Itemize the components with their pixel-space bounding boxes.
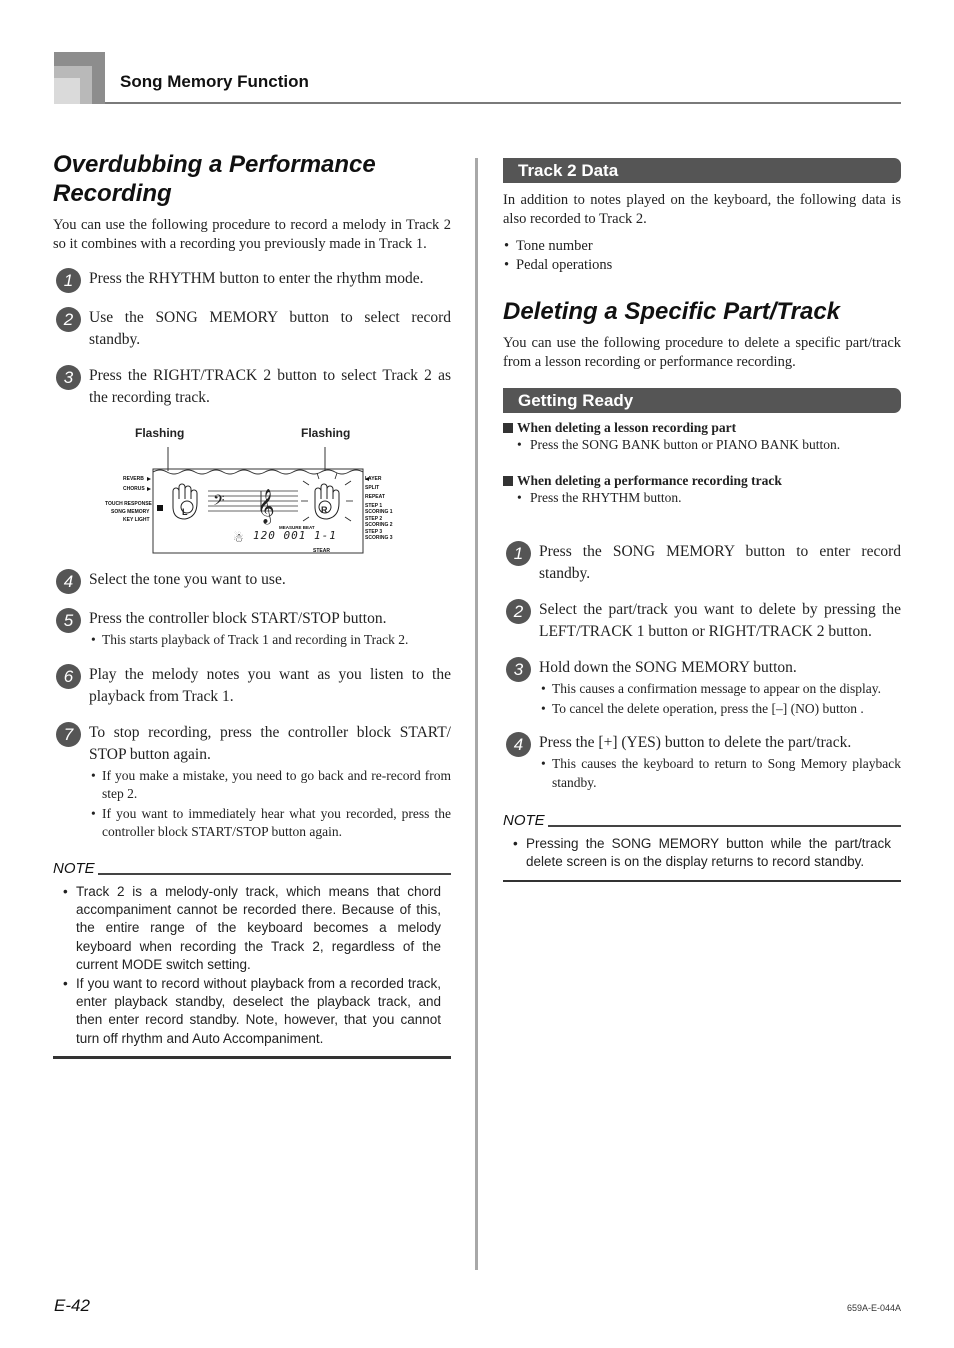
step-bullet: • This causes the keyboard to return to Song Memory playback standby. — [539, 755, 901, 792]
step-number: 6 — [56, 664, 81, 689]
step-bullet: • If you make a mistake, you need to go back and re-record from step 2. — [89, 767, 451, 804]
note-item: • Pressing the SONG MEMORY button while the part/track delete screen is on the display returns to record standby. — [513, 835, 891, 872]
measure-label: MEASURE BEAT — [279, 525, 315, 530]
step — [53, 268, 451, 293]
step-number: 1 — [506, 541, 531, 566]
svg-text:𝄢: 𝄢 — [213, 492, 225, 513]
step-bullet: • This causes a confirmation message to appear on the display. — [539, 680, 901, 699]
note-label: NOTE — [53, 859, 95, 877]
step-number: 2 — [506, 599, 531, 624]
step — [53, 608, 451, 650]
list-item: • Tone number — [503, 237, 901, 256]
step-text: Press the RIGHT/TRACK 2 button to select Track 2 as the recording track. — [89, 367, 451, 406]
step — [503, 599, 901, 643]
step-bullet: • To cancel the delete operation, press the [–] (NO) button . — [539, 700, 901, 719]
column-divider — [475, 158, 478, 1270]
condition-head: When deleting a lesson recording part — [517, 420, 737, 435]
square-bullet-icon — [503, 423, 513, 433]
step-text: Play the melody notes you want as you listen to the playback from Track 1. — [89, 665, 451, 705]
lcd-label: REPEAT — [365, 494, 385, 500]
step — [503, 541, 901, 585]
step — [503, 657, 901, 718]
header-rule — [105, 102, 901, 104]
step-number: 4 — [506, 732, 531, 757]
step-text: To stop recording, press the controller block START/ STOP button again. — [89, 723, 451, 763]
lcd-label: STEP 3 — [365, 529, 383, 535]
svg-text:𝄞: 𝄞 — [257, 489, 275, 524]
step-number: 5 — [56, 608, 81, 633]
step — [503, 732, 901, 792]
step-text: Use the SONG MEMORY button to select record standby. — [89, 309, 451, 348]
step-number: 3 — [506, 657, 531, 682]
step-number: 2 — [56, 307, 81, 332]
condition-item: • Press the SONG BANK button or PIANO BANK button. — [503, 436, 901, 454]
track2-list — [503, 237, 901, 275]
lcd-diagram — [53, 421, 451, 561]
intro-paragraph: You can use the following procedure to record a melody in Track 2 so it combines with a recording you previously made in Track 1. — [53, 217, 451, 252]
step-text: Press the RHYTHM button to enter the rhythm mode. — [89, 270, 424, 287]
condition — [503, 419, 901, 454]
step — [53, 664, 451, 708]
step — [53, 722, 451, 842]
lcd-label: KEY LIGHT — [123, 517, 150, 523]
step-text: Select the tone you want to use. — [89, 571, 286, 588]
hand-left-label: L — [182, 507, 188, 517]
step-number: 3 — [56, 365, 81, 390]
step — [53, 569, 451, 594]
svg-text:☃: ☃ — [233, 531, 244, 545]
lcd-label: SCORING 3 — [365, 535, 393, 541]
page-title: Overdubbing a Performance Recording — [53, 151, 376, 207]
step-text: Press the controller block START/STOP button. — [89, 610, 387, 627]
step-text: Press the SONG MEMORY button to enter record standby. — [539, 543, 901, 582]
delete-intro: You can use the following procedure to delete a specific part/track from a lesson recording or performance recording. — [503, 335, 901, 370]
step — [53, 307, 451, 351]
square-bullet-icon — [503, 476, 513, 486]
lcd-label: SONG MEMORY — [111, 509, 150, 515]
left-column — [53, 150, 451, 1059]
lcd-readout: 120 001 1-1 — [253, 529, 337, 542]
right-column — [503, 158, 901, 882]
flashing-label: Flashing — [301, 426, 351, 440]
track2-heading: Track 2 Data — [503, 158, 901, 183]
note-item: • Track 2 is a melody-only track, which means that chord accompaniment cannot be recorded there. Because of this, the entire range of the keyboard becomes a melody keyboard when recording the Track 2, regardless of the current MODE switch setting. — [63, 883, 441, 975]
step-text: Hold down the SONG MEMORY button. — [539, 659, 797, 676]
step — [53, 365, 451, 409]
section-title: Song Memory Function — [120, 72, 309, 91]
track2-intro: In addition to notes played on the keyboard, the following data is also recorded to Track 2. — [503, 192, 901, 227]
step-bullet: • If you want to immediately hear what you recorded, press the controller block START/STOP button again. — [89, 805, 451, 842]
step-number: 1 — [56, 268, 81, 293]
delete-title: Deleting a Specific Part/Track — [503, 298, 841, 325]
lcd-label: SCORING 1 — [365, 509, 393, 515]
list-item: • Pedal operations — [503, 256, 901, 275]
lcd-label: SPLIT — [365, 485, 380, 491]
lcd-label: TOUCH RESPONSE — [105, 501, 152, 507]
flashing-label: Flashing — [135, 426, 185, 440]
condition-item: • Press the RHYTHM button. — [503, 489, 901, 507]
hand-right-label: R — [321, 505, 328, 515]
getting-ready-heading: Getting Ready — [503, 388, 901, 413]
step-number: 4 — [56, 569, 81, 594]
lcd-label: REVERB — [123, 476, 144, 482]
note-box — [503, 812, 901, 882]
step-text: Select the part/track you want to delete by pressing the LEFT/TRACK 1 button or RIGHT/TRACK 2 button. — [539, 601, 901, 640]
condition-head: When deleting a performance recording track — [517, 473, 782, 488]
note-item: • If you want to record without playback from a recorded track, enter playback standby, deselect the playback track, and then enter record standby. Note, however, that you cannot turn off rhythm and Auto Accompaniment. — [63, 975, 441, 1049]
lcd-label: STEP 2 — [365, 516, 383, 522]
step-bullet: • This starts playback of Track 1 and recording in Track 2. — [89, 631, 451, 650]
lcd-label: LAYER — [365, 476, 382, 482]
header-graphic — [54, 78, 80, 104]
step-text: Press the [+] (YES) button to delete the part/track. — [539, 734, 852, 751]
lcd-label: STEAR — [313, 548, 330, 554]
document-code: 659A-E-044A — [846, 1303, 901, 1313]
page-number: E-42 — [54, 1296, 90, 1315]
step-number: 7 — [56, 722, 81, 747]
lcd-label: CHORUS — [123, 486, 145, 492]
lcd-label: SCORING 2 — [365, 522, 393, 528]
note-label: NOTE — [503, 812, 545, 829]
note-box — [53, 860, 451, 1060]
condition — [503, 472, 901, 507]
lcd-label: STEP 1 — [365, 503, 383, 509]
